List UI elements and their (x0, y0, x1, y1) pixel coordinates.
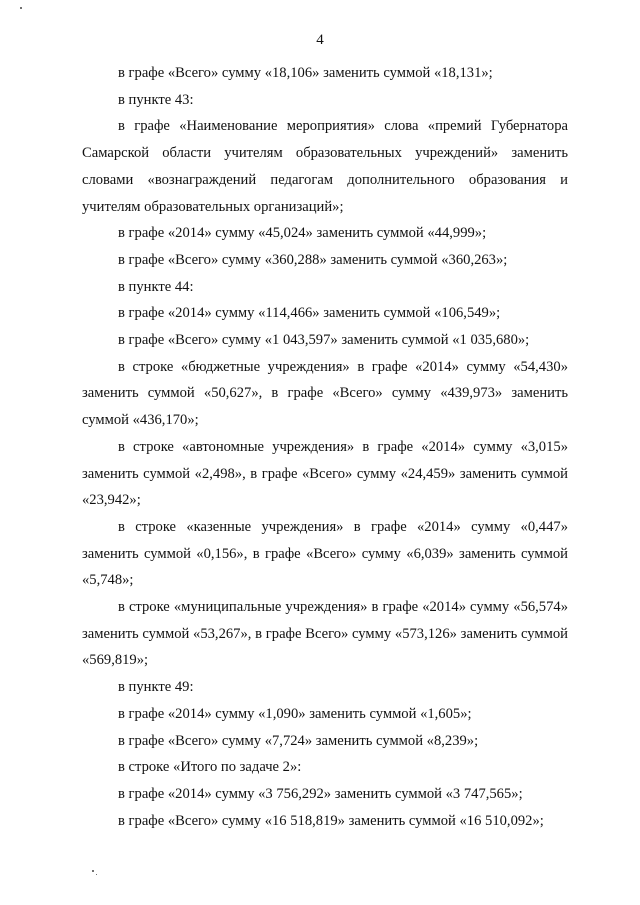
paragraph: в строке «бюджетные учреждения» в графе «2014» сумму «54,430» заменить суммой «50,627», в графе «Всего» сумму «439,973» заменить суммой «436,170»; (82, 358, 568, 429)
paragraph: в графе «Всего» сумму «16 518,819» заменить суммой «16 510,092»; (118, 812, 544, 829)
document-body (82, 60, 568, 834)
paragraph: в графе «Всего» сумму «7,724» заменить суммой «8,239»; (118, 732, 479, 749)
paragraph: в пункте 43: (118, 91, 194, 108)
page-number: 4 (316, 32, 324, 48)
paragraph: в строке «муниципальные учреждения» в графе «2014» сумму «56,574» заменить суммой «53,267», в графе Всего» сумму «573,126» заменить суммой «569,819»; (82, 599, 568, 669)
paragraph: в графе «Всего» сумму «18,106» заменить суммой «18,131»; (118, 65, 493, 81)
paragraph: в строке «Итого по задаче 2»: (118, 759, 302, 776)
paragraph: в графе «2014» сумму «114,466» заменить суммой «106,549»; (118, 305, 501, 322)
scan-speck (92, 870, 94, 872)
scan-speck (20, 7, 22, 9)
paragraph: в графе «2014» сумму «1,090» заменить суммой «1,605»; (118, 705, 472, 722)
paragraph: в графе «2014» сумму «45,024» заменить суммой «44,999»; (118, 225, 487, 242)
paragraph: в графе «Всего» сумму «360,288» заменить суммой «360,263»; (118, 251, 508, 268)
paragraph: в графе «Наименование мероприятия» слова «премий Губернатора Самарской области учителям образовательных учреждений» заменить словами «вознаграждений педагогам дополнительного образования и учителям образовательных организаций»; (82, 118, 568, 215)
paragraph: в графе «Всего» сумму «1 043,597» заменить суммой «1 035,680»; (118, 332, 530, 349)
paragraph: в пункте 49: (118, 679, 194, 696)
paragraph: в графе «2014» сумму «3 756,292» заменить суммой «3 747,565»; (118, 785, 523, 802)
paragraph: в строке «казенные учреждения» в графе «2014» сумму «0,447» заменить суммой «0,156», в графе «Всего» сумму «6,039» заменить суммой «5,748»; (82, 518, 568, 589)
paragraph: в строке «автономные учреждения» в графе «2014» сумму «3,015» заменить суммой «2,498», в графе «Всего» сумму «24,459» заменить суммой «23,942»; (82, 438, 568, 509)
paragraph: в пункте 44: (118, 278, 194, 295)
scan-speck (96, 874, 97, 875)
